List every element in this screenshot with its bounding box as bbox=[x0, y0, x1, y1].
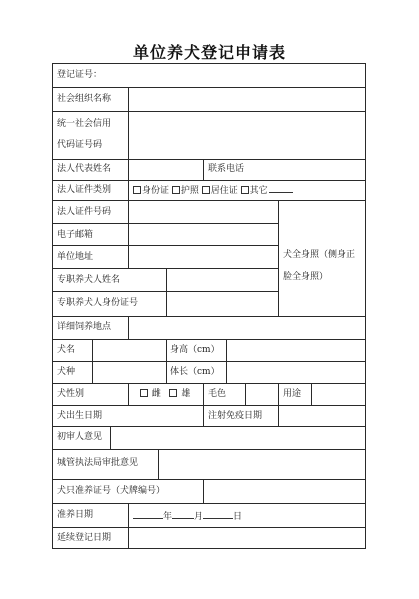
purpose-label: 用途 bbox=[283, 389, 302, 399]
dog-photo-label-line2: 脸全身照） bbox=[283, 272, 329, 282]
credit-code-label-line1: 统一社会信用 bbox=[57, 119, 112, 129]
breed-label: 犬种 bbox=[57, 367, 76, 377]
birth-date-label: 犬出生日期 bbox=[57, 411, 103, 421]
checkbox-male[interactable] bbox=[169, 389, 177, 397]
dog-sex-label: 犬性别 bbox=[57, 389, 85, 399]
checkbox-id-card[interactable] bbox=[133, 186, 141, 194]
day-blank[interactable] bbox=[203, 510, 233, 519]
permit-number-label: 犬只准养证号（犬牌编号） bbox=[57, 486, 166, 496]
other-id-blank[interactable] bbox=[269, 185, 293, 193]
checkbox-residence-permit[interactable] bbox=[202, 186, 210, 194]
contact-phone-label: 联系电话 bbox=[208, 164, 245, 174]
renewal-date-label: 延续登记日期 bbox=[57, 533, 112, 543]
dog-photo-label-line1: 犬全身照（侧身正 bbox=[283, 250, 356, 260]
sex-male-label: 雄 bbox=[181, 389, 191, 399]
coat-color-label: 毛色 bbox=[208, 389, 227, 399]
address-label: 单位地址 bbox=[57, 252, 94, 262]
option-passport-label: 护照 bbox=[180, 186, 199, 196]
credit-code-label-line2: 代码证号码 bbox=[57, 140, 103, 150]
permit-date-label: 准养日期 bbox=[57, 510, 94, 520]
month-blank[interactable] bbox=[172, 510, 194, 519]
height-label: 身高（cm） bbox=[170, 345, 220, 355]
length-label: 体长（cm） bbox=[170, 367, 220, 377]
id-type-label: 法人证件类别 bbox=[57, 185, 112, 195]
sex-options bbox=[140, 389, 190, 400]
form-title: 单位养犬登记申请表 bbox=[132, 43, 286, 62]
approval-opinion-label: 城管执法局审批意见 bbox=[57, 458, 139, 468]
checkbox-passport[interactable] bbox=[172, 186, 180, 194]
email-label: 电子邮箱 bbox=[57, 230, 94, 240]
id-number-label: 法人证件号码 bbox=[57, 207, 112, 217]
keeper-id-label: 专职养犬人身份证号 bbox=[57, 298, 139, 308]
permit-date-blanks bbox=[133, 510, 242, 523]
checkbox-other[interactable] bbox=[241, 186, 249, 194]
year-label: 年 bbox=[163, 512, 173, 522]
option-residence-permit-label: 居住证 bbox=[210, 186, 238, 196]
dog-name-label: 犬名 bbox=[57, 345, 76, 355]
checkbox-female[interactable] bbox=[140, 389, 148, 397]
reviewer-opinion-label: 初审人意见 bbox=[57, 432, 103, 442]
sex-female-label: 雌 bbox=[151, 389, 161, 399]
vaccination-date-label: 注射免疫日期 bbox=[208, 411, 263, 421]
year-blank[interactable] bbox=[133, 510, 163, 519]
day-label: 日 bbox=[233, 512, 243, 522]
month-label: 月 bbox=[194, 512, 204, 522]
option-id-card-label: 身份证 bbox=[142, 186, 170, 196]
option-other-label: 其它 bbox=[249, 186, 268, 196]
organization-name-label: 社会组织名称 bbox=[57, 94, 112, 104]
keeper-name-label: 专职养犬人姓名 bbox=[57, 275, 121, 285]
id-type-options bbox=[133, 185, 293, 197]
feeding-address-label: 详细饲养地点 bbox=[57, 322, 112, 332]
legal-representative-label: 法人代表姓名 bbox=[57, 164, 112, 174]
registration-number-label: 登记证号： bbox=[57, 70, 103, 80]
